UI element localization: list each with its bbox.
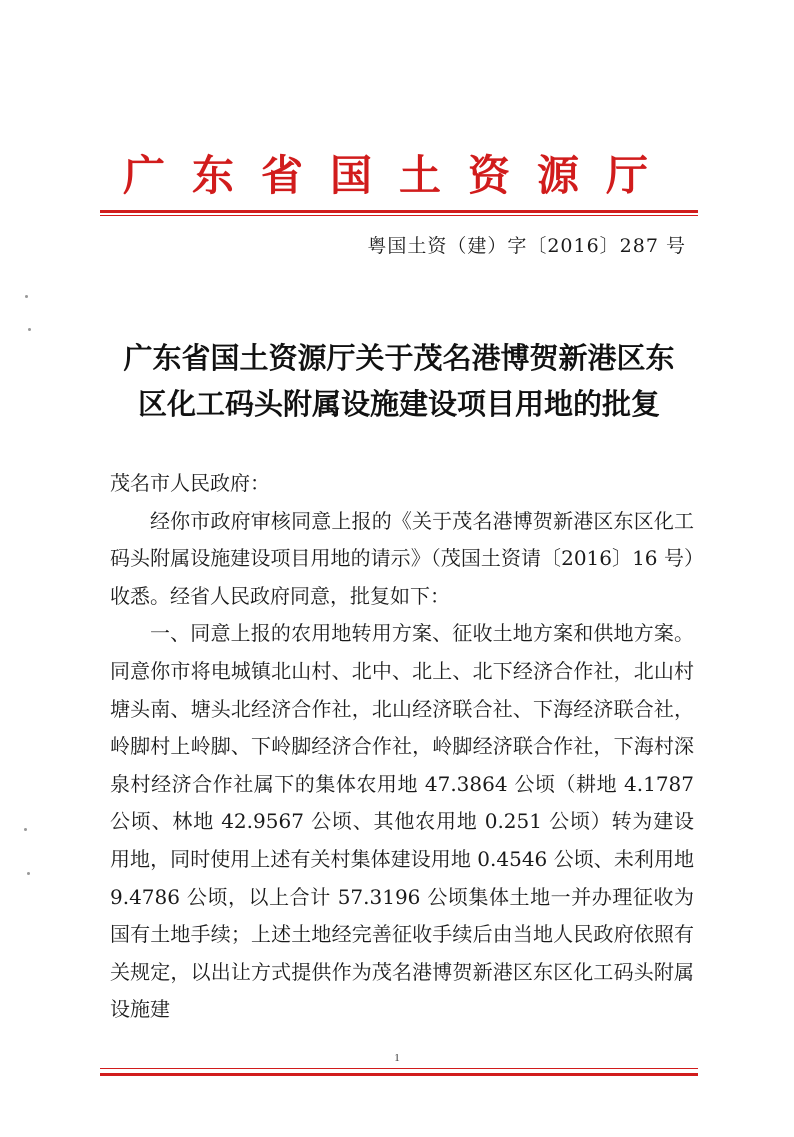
scan-speck: [25, 295, 28, 298]
document-title-line-2: 区化工码头附属设施建设项目用地的批复: [137, 387, 660, 421]
document-number: 粤国土资（建）字〔2016〕287 号: [367, 235, 686, 257]
document-title-line-1: 广东省国土资源厅关于茂名港博贺新港区东: [123, 341, 675, 375]
paragraph: 经你市政府审核同意上报的《关于茂名港博贺新港区东区化工码头附属设施建设项目用地的请示》（茂国土资请〔2016〕16 号）收悉。经省人民政府同意，批复如下：: [110, 508, 694, 608]
paragraph: 一、同意上报的农用地转用方案、征收土地方案和供地方案。同意你市将电城镇北山村、北中、北上、北下经济合作社，北山村塘头南、塘头北经济合作社，北山经济联合社、下海经济联合社，岭脚村上岭脚、下岭脚经济合作社，岭脚经济联合作社，下海村深泉村经济合作社属下的集体农用地 47.3864 公顷（耕地 4.1787 公顷、林地 42.9567 公顷、其他农用地 0.251 公顷）转为建设用地，同时使用上述有关村集体建设用地 0.4546 公顷、未利用地 9.4786 公顷，以上合计 57.3196 公顷集体土地一并办理征收为国有土地手续；上述土地经完善征收手续后由当地人民政府依照有关规定，以出让方式提供作为茂名港博贺新港区东区化工码头附属设施建: [110, 621, 694, 1022]
header-red-rule: [100, 210, 698, 213]
header-red-rule-thin: [100, 215, 698, 216]
footer-red-rule-thin: [100, 1068, 698, 1069]
footer-red-rule: [100, 1073, 698, 1076]
scan-speck: [24, 828, 27, 831]
page-number: 1: [394, 1052, 400, 1064]
scan-speck: [27, 872, 30, 875]
agency-header: 广东省国土资源厅: [122, 151, 675, 200]
document-title: [100, 335, 698, 427]
addressee: 茂名市人民政府：: [110, 471, 270, 495]
scan-speck: [28, 328, 31, 331]
document-body: [110, 465, 694, 1029]
